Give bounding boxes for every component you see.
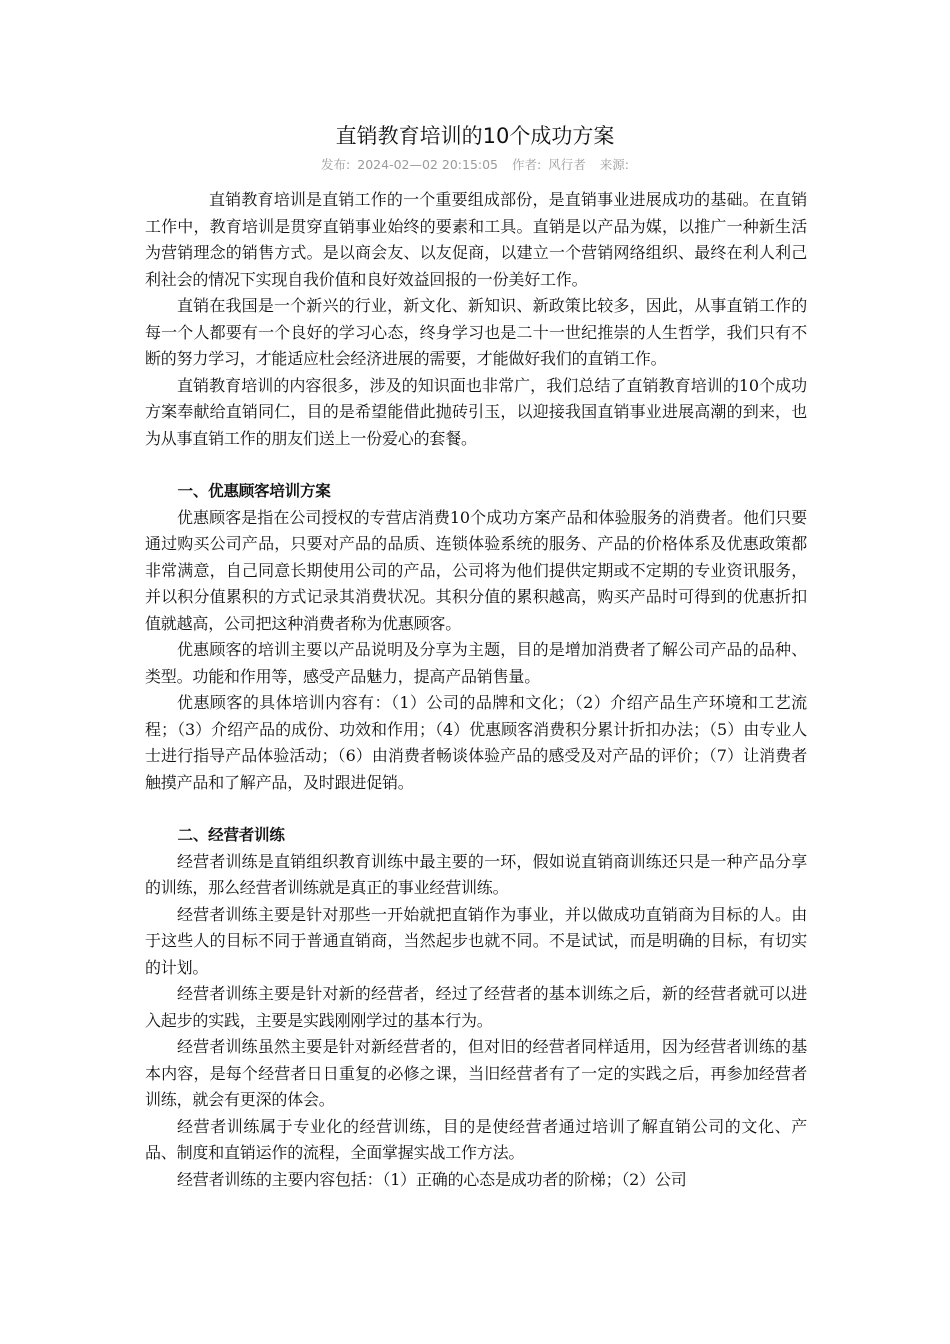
intro-paragraph: 直销教育培训的内容很多，涉及的知识面也非常广，我们总结了直销教育培训的10个成功方案奉献给直销同仁，目的是希望能借此抛砖引玉，以迎接我国直销事业进展高潮的到来，也为从事直销工作的朋友们送上一份爱心的套餐。 [145,375,807,448]
section-paragraph: 优惠顾客是指在公司授权的专营店消费10个成功方案产品和体验服务的消费者。他们只要通过购买公司产品，只要对产品的品质、连锁体验系统的服务、产品的价格体系及优惠政策都非常满意，自己同意长期使用公司的产品，公司将为他们提供定期或不定期的专业资讯服务，并以积分值累积的方式记录其消费状况。其积分值的累积越高，购买产品时可得到的优惠折扣值就越高，公司把这种消费者称为优惠顾客。 [145,507,807,633]
author-label: 作者: [512,157,542,172]
section-heading: 二、经营者训练 [177,826,285,844]
article-body [145,187,807,1193]
source-label: 来源: [599,157,629,172]
section-paragraph: 经营者训练主要是针对新的经营者，经过了经营者的基本训练之后，新的经营者就可以进入起步的实践，主要是实践刚刚学过的基本行为。 [145,984,807,1030]
section-heading: 一、优惠顾客培训方案 [177,482,331,500]
section-paragraph: 优惠顾客的具体培训内容有：（1）公司的品牌和文化；（2）介绍产品生产环境和工艺流程；（3）介绍产品的成份、功效和作用；（4）优惠顾客消费积分累计折扣办法；（5）由专业人士进行指导产品体验活动；（6）由消费者畅谈体验产品的感受及对产品的评价；（7）让消费者触摸产品和了解产品，及时跟进促销。 [145,693,807,792]
publish-label: 发布: [321,157,351,172]
intro-paragraph: 直销教育培训是直销工作的一个重要组成部份，是直销事业进展成功的基础。在直销工作中，教育培训是贯穿直销事业始终的要素和工具。直销是以产品为媒，以推广一种新生活为营销理念的销售方式。是以商会友、以友促商，以建立一个营销网络组织、最终在利人利己利社会的情况下实现自我价值和良好效益回报的一份美好工作。 [145,190,807,289]
section-paragraph: 经营者训练是直销组织教育训练中最主要的一环，假如说直销商训练还只是一种产品分享的训练，那么经营者训练就是真正的事业经营训练。 [145,851,807,897]
section-paragraph: 经营者训练属于专业化的经营训练，目的是使经营者通过培训了解直销公司的文化、产品、制度和直销运作的流程，全面掌握实战工作方法。 [145,1116,807,1162]
section-paragraph: 优惠顾客的培训主要以产品说明及分享为主题，目的是增加消费者了解公司产品的品种、类型。功能和作用等，感受产品魅力，提高产品销售量。 [145,640,807,686]
author-name: 风行者 [548,157,586,172]
article-title: 直销教育培训的10个成功方案 [335,124,615,148]
intro-paragraph: 直销在我国是一个新兴的行业，新文化、新知识、新政策比较多，因此，从事直销工作的每一个人都要有一个良好的学习心态，终身学习也是二十一世纪推崇的人生哲学，我们只有不断的努力学习，才能适应杜会经济进展的需要，才能做好我们的直销工作。 [145,296,807,368]
section-paragraph: 经营者训练虽然主要是针对新经营者的，但对旧的经营者同样适用，因为经营者训练的基本内容，是每个经营者日日重复的必修之课，当旧经营者有了一定的实践之后，再参加经营者训练，就会有更深的体会。 [145,1037,807,1109]
section-paragraph: 经营者训练主要是针对那些一开始就把直销作为事业，并以做成功直销商为目标的人。由于这些人的目标不同于普通直销商，当然起步也就不同。不是试试，而是明确的目标，有切实的计划。 [145,904,807,977]
article-meta [0,155,950,173]
publish-time: 2024-02—02 20:15:05 [357,157,499,172]
section-paragraph: 经营者训练的主要内容包括：（1）正确的心态是成功者的阶梯；（2）公司 [177,1169,687,1189]
